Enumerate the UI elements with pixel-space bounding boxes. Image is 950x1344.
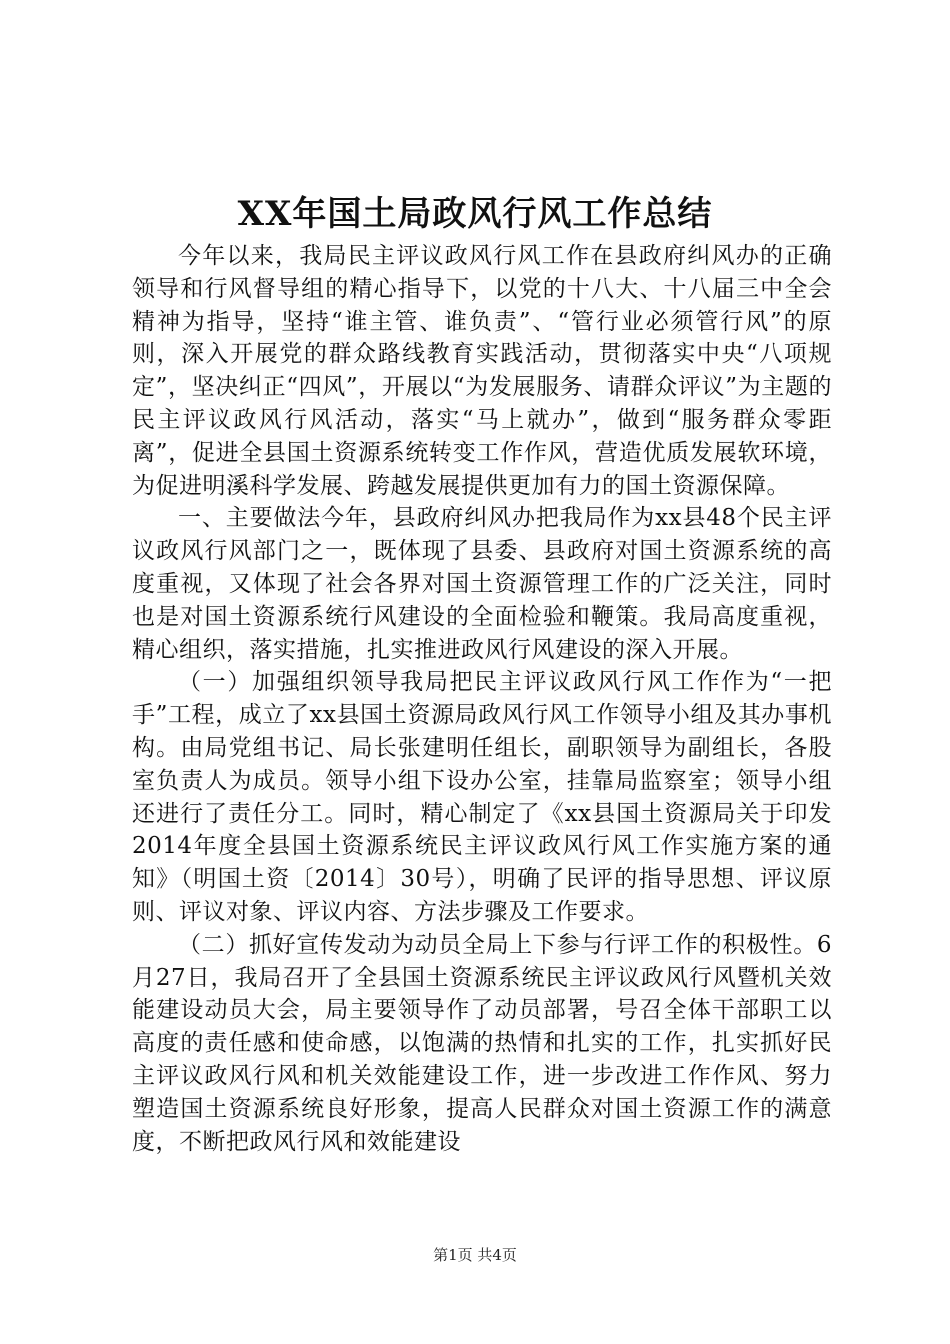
document-title: XX年国土局政风行风工作总结	[237, 194, 713, 234]
paragraph-intro: 今年以来，我局民主评议政风行风工作在县政府纠风办的正确领导和行风督导组的精心指导下，以党的十八大、十八届三中全会精神为指导，坚持“谁主管、谁负责”、“管行业必须管行风”的原则，深入开展党的群众路线教育实践活动，贯彻落实中央“八项规定”，坚决纠正“四风”，开展以“为发展服务、请群众评议”为主题的民主评议政风行风活动，落实“马上就办”，做到“服务群众零距离”，促进全县国土资源系统转变工作作风，营造优质发展软环境，为促进明溪科学发展、跨越发展提供更加有力的国土资源保障。	[132, 243, 832, 499]
paragraph-main-practices: 一、主要做法今年，县政府纠风办把我局作为xx县48个民主评议政风行风部门之一，既体现了县委、县政府对国土资源系统的高度重视，又体现了社会各界对国土资源管理工作的广泛关注，同时也是对国土资源系统行风建设的全面检验和鞭策。我局高度重视，精心组织，落实措施，扎实推进政风行风建设的深入开展。	[132, 505, 832, 663]
document-body	[132, 240, 832, 1158]
paragraph-organization-leadership: （一）加强组织领导我局把民主评议政风行风工作作为“一把手”工程，成立了xx县国土资源局政风行风工作领导小组及其办事机构。由局党组书记、局长张建明任组长，副职领导为副组长，各股室负责人为成员。领导小组下设办公室，挂靠局监察室；领导小组还进行了责任分工。同时，精心制定了《xx县国土资源局关于印发2014年度全县国土资源系统民主评议政风行风工作实施方案的通知》（明国土资〔2014〕30号），明确了民评的指导思想、评议原则、评议对象、评议内容、方法步骤及工作要求。	[132, 669, 832, 925]
page-number: 第1页 共4页	[433, 1246, 517, 1264]
paragraph-publicity-mobilization: （二）抓好宣传发动为动员全局上下参与行评工作的积极性。6月27日，我局召开了全县国土资源系统民主评议政风行风暨机关效能建设动员大会，局主要领导作了动员部署，号召全体干部职工以高度的责任感和使命感，以饱满的热情和扎实的工作，扎实抓好民主评议政风行风和机关效能建设工作，进一步改进工作作风、努力塑造国土资源系统良好形象，提高人民群众对国土资源工作的满意度，不断把政风行风和效能建设	[132, 931, 832, 1155]
